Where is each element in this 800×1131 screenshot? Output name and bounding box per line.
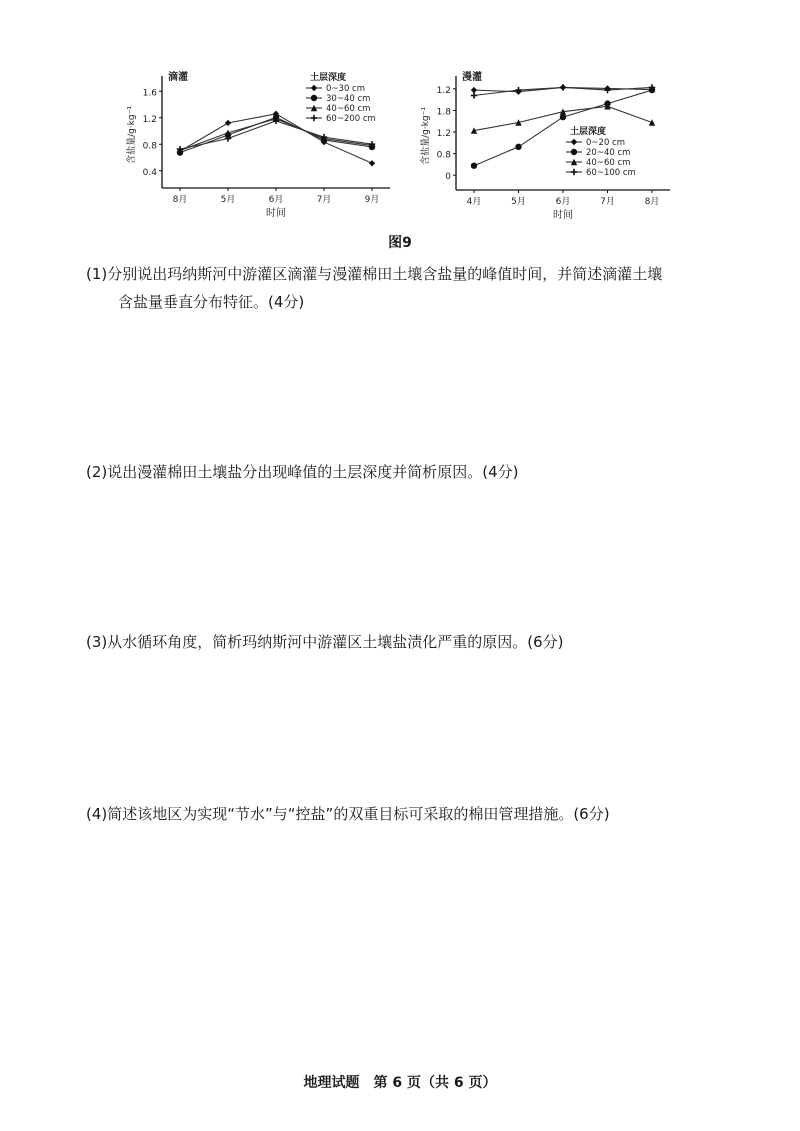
figure-label: 图9 — [388, 235, 412, 251]
question-1-line1: (1)分别说出玛纳斯河中游灌区滴灌与漫灌棉田土壤含盐量的峰值时间，并简述滴灌土壤 — [86, 265, 663, 283]
legend-marker — [571, 169, 577, 175]
data-point — [515, 144, 521, 150]
x-tick-label: 6月 — [555, 197, 571, 207]
legend-label: 30~40 cm — [326, 94, 371, 104]
y-tick-label: 0 — [445, 172, 451, 183]
y-tick-label: 1.2 — [436, 129, 451, 139]
question-4-line1: (4)简述该地区为实现“节水”与“控盐”的双重目标可采取的棉田管理措施。(6分) — [86, 805, 610, 823]
question-1 — [86, 260, 726, 316]
legend-marker — [311, 85, 317, 91]
legend-label: 40~60 cm — [586, 158, 631, 168]
data-point — [471, 92, 477, 98]
y-tick-label: 1.2 — [142, 114, 157, 125]
question-2 — [86, 458, 726, 486]
x-tick-label: 7月 — [600, 197, 615, 207]
y-tick-label: 0.8 — [142, 141, 157, 152]
x-axis-label: 时间 — [553, 210, 573, 221]
x-tick-label: 4月 — [466, 197, 482, 207]
data-point — [369, 160, 375, 166]
x-tick-label: 7月 — [316, 195, 332, 205]
question-4 — [86, 800, 726, 828]
legend-marker — [571, 149, 577, 155]
drip-irrigation-chart — [110, 66, 410, 226]
legend-marker — [571, 139, 577, 145]
legend-title: 土层深度 — [310, 73, 347, 83]
data-point — [225, 120, 231, 126]
x-axis-label: 时间 — [266, 208, 286, 219]
data-point — [649, 119, 655, 125]
flood-irrigation-chart — [420, 66, 700, 226]
y-tick-label: 0.4 — [142, 167, 157, 178]
drip-irrigation-chart-svg — [110, 66, 410, 226]
data-point — [560, 84, 566, 90]
legend-label: 20~40 cm — [586, 148, 631, 158]
chart-title: 漫灌 — [462, 72, 482, 83]
flood-irrigation-chart-svg — [420, 66, 700, 226]
legend-label: 0~30 cm — [326, 84, 366, 94]
y-axis-label: 含盐量/g·kg⁻¹ — [127, 106, 137, 164]
question-1-line2: 含盐量垂直分布特征。(4分) — [118, 293, 305, 311]
y-tick-label: 1.8 — [436, 107, 451, 118]
x-tick-label: 6月 — [268, 195, 284, 205]
question-2-line1: (2)说出漫灌棉田土壤盐分出现峰值的土层深度并简析原因。(4分) — [86, 463, 519, 481]
x-tick-label: 5月 — [511, 197, 526, 207]
chart-title: 滴灌 — [168, 72, 188, 83]
y-tick-label: 0.8 — [436, 150, 451, 161]
legend-label: 60~200 cm — [326, 114, 376, 124]
y-tick-label: 1.2 — [436, 85, 451, 96]
y-tick-label: 1.6 — [142, 88, 157, 99]
series-line — [180, 121, 372, 149]
x-tick-label: 9月 — [364, 195, 380, 205]
question-3-line1: (3)从水循环角度，简析玛纳斯河中游灌区土壤盐渍化严重的原因。(6分) — [86, 633, 564, 651]
y-axis-label: 含盐量/g·kg⁻¹ — [421, 107, 431, 165]
question-3 — [86, 628, 726, 656]
page-footer: 地理试题 第 6 页（共 6 页） — [303, 1075, 497, 1091]
x-tick-label: 5月 — [220, 195, 236, 205]
x-tick-label: 8月 — [644, 197, 660, 207]
x-tick-label: 8月 — [172, 195, 188, 205]
data-point — [471, 163, 477, 169]
legend-title: 土层深度 — [570, 127, 607, 137]
legend-label: 60~100 cm — [586, 168, 636, 178]
legend-marker — [311, 95, 317, 101]
legend-label: 0~20 cm — [586, 138, 626, 148]
legend-label: 40~60 cm — [326, 104, 371, 114]
legend-marker — [311, 115, 317, 121]
